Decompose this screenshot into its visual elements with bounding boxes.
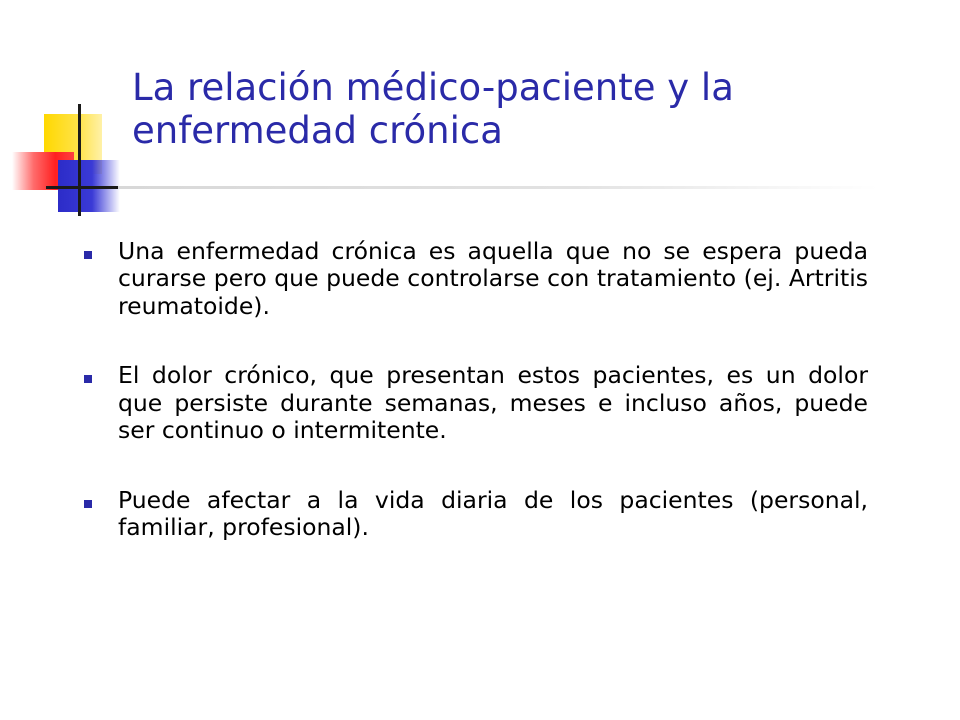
bullet-item xyxy=(84,487,868,542)
square-bullet-icon xyxy=(84,251,92,259)
decorative-logo xyxy=(0,0,140,230)
slide-title: La relación médico-paciente y la enfermedad crónica xyxy=(132,66,734,153)
bullet-item xyxy=(84,238,868,320)
square-bullet-icon xyxy=(84,500,92,508)
bullet-text: Una enfermedad crónica es aquella que no se espera pueda curarse pero que puede controlarse con tratamiento (ej. Artritis reumatoide). xyxy=(118,237,868,320)
bullet-text: El dolor crónico, que presentan estos pacientes, es un dolor que persiste durante semanas, meses e incluso años, puede ser continuo o intermitente. xyxy=(118,361,868,445)
bullet-text: Puede afectar a la vida diaria de los pacientes (personal, familiar, profesional). xyxy=(118,485,868,542)
square-bullet-icon xyxy=(84,375,92,383)
title-divider xyxy=(118,186,878,189)
bullet-item xyxy=(84,362,868,444)
vertical-line xyxy=(78,104,81,216)
bullet-list xyxy=(84,238,868,584)
